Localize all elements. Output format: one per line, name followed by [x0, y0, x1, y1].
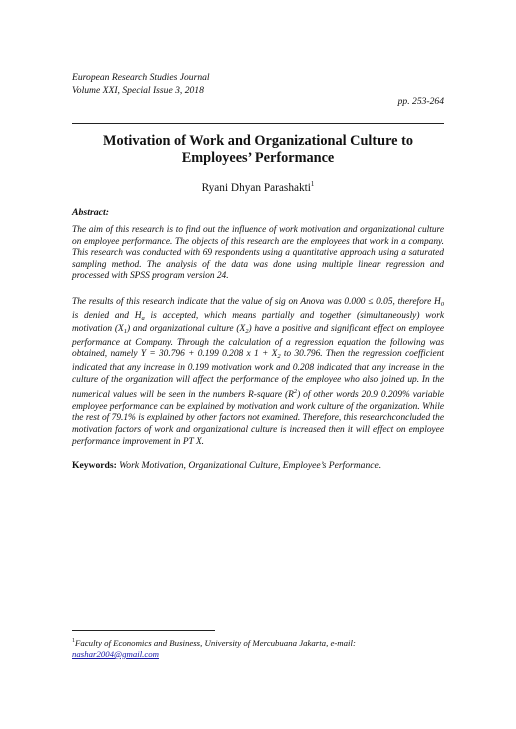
author-footnote-mark: 1	[310, 180, 315, 188]
keywords-line	[72, 460, 444, 471]
keywords-label: Keywords:	[72, 460, 117, 471]
abstract-paragraph-2	[72, 297, 444, 448]
p2-text-g: ) of other words 20.9 0.209% variable employee performance can be explained by motivation and work culture of the organization. While the rest of 79.1% is explained by other factors not examined. Therefore, this researchconcluded the motivation factors of work and organizational culture is increased then it will effect on employee performance improvement in PT X.	[72, 390, 444, 447]
abstract-paragraph-1: The aim of this research is to find out the influence of work motivation and organizational culture on employee performance. The objects of this research are the employees that work in a company. This research was conducted with 69 respondents using a quantitative approach using a saturated sampling method. The analysis of the data was done using multiple linear regression and processed with SPSS program version 24.	[72, 225, 444, 282]
author-name: Ryani Dhyan Parashakti	[201, 182, 311, 194]
paper-title-line1: Motivation of Work and Organizational Culture to	[102, 133, 414, 149]
paper-title	[72, 133, 444, 167]
paper-title-line2: Employees’ Performance	[181, 150, 335, 166]
x2-subscript: 2	[245, 328, 249, 336]
abstract-heading: Abstract:	[72, 207, 110, 218]
footnote-mark: 1	[72, 638, 75, 644]
title-divider	[72, 123, 444, 124]
p2-text-e: ) have a positive and significant effect on employee performance at Company. Through the calculation of a regression equation the following was obtained, namely Y = 30.796 + 0.199 0.208 x 1 + X	[72, 324, 444, 360]
x2-subscript-2: 2	[277, 353, 281, 361]
r-superscript: 2	[293, 388, 298, 396]
footnote	[72, 636, 444, 660]
author-line	[72, 180, 444, 194]
keywords-value: Work Motivation, Organizational Culture, Employee’s Performance.	[116, 460, 382, 471]
p2-text-b: is denied and H	[72, 310, 142, 321]
x1-subscript: 1	[123, 328, 127, 336]
footnote-email-link[interactable]: nashar2004@gmail.com	[72, 649, 160, 659]
footnote-text: Faculty of Economics and Business, University of Mercubuana Jakarta, e-mail:	[75, 638, 356, 648]
p2-text-d: ) and organizational culture (X	[126, 324, 246, 335]
p2-text-c: is accepted, which means partially and together (simultaneously) work motivation (X	[72, 310, 445, 335]
journal-header	[72, 71, 210, 97]
ha-subscript: a	[141, 314, 145, 322]
footnote-divider	[72, 630, 215, 631]
p2-text-f: to 30.796. Then the regression coefficient indicated that any increase in 0.199 motivation work and 0.208 indicated that any increase in the culture of the organization will affect the performance of the employee who also joined up. In the numerical values will be seen in the numbers R-square (R	[72, 349, 444, 401]
journal-name: European Research Studies Journal	[72, 72, 210, 83]
h0-subscript: 0	[440, 301, 444, 308]
journal-volume: Volume XXI, Special Issue 3, 2018	[72, 85, 204, 96]
page-range: pp. 253-264	[397, 96, 444, 107]
p2-text-a: The results of this research indicate that the value of sig on Anova was 0.000 ≤ 0.05, therefore H	[72, 297, 441, 307]
